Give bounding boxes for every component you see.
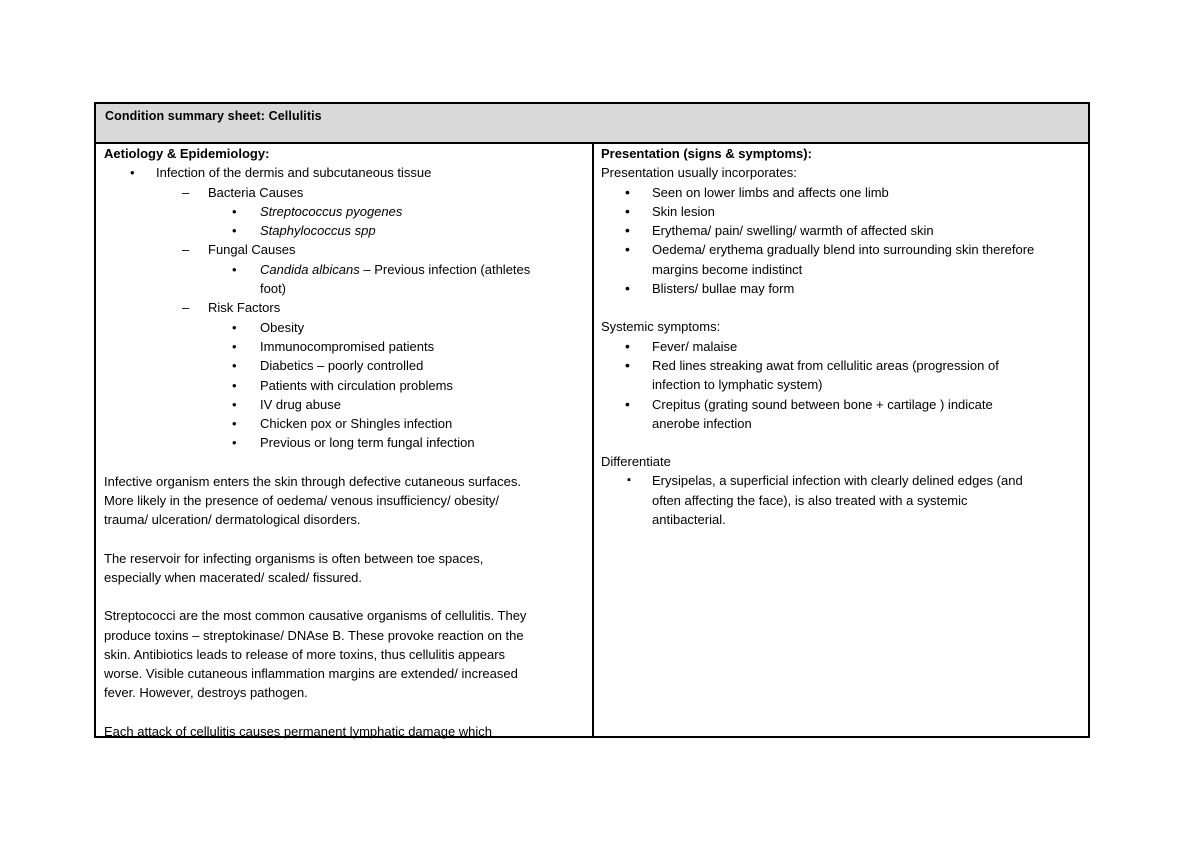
bullet-marker: • [232,435,237,451]
risk-item: • IV drug abuse [104,395,590,414]
bullet-marker: • [232,338,237,354]
bullet-marker: • [232,203,237,219]
bullet-marker: • [625,241,630,258]
risk-item: • Chicken pox or Shingles infection [104,414,590,433]
column-divider [592,142,594,738]
small-bullet-marker: ▪ [627,474,631,487]
differentiate-item: ▪ Erysipelas, a superficial infection with clearly delined edges (and often affecting the face), is also treated with a systemic antibacterial. [627,473,1023,528]
bacteria-item: • Staphylococcus spp [104,221,590,240]
bullet-marker: • [625,337,630,354]
risk-item: • Diabetics – poorly controlled [104,356,590,375]
presentation-item: • Skin lesion [601,202,1086,221]
bullet-marker: • [232,416,237,432]
bullet-marker: • [130,165,135,181]
bullet-marker: • [625,395,630,412]
bullet-marker: • [232,319,237,335]
systemic-label: Systemic symptoms: [601,319,721,335]
paragraph-entry: Infective organism enters the skin through defective cutaneous surfaces. More likely in the presence of oedema/ venous insufficiency/ obesity/ trauma/ ulceration/ dermatological disorders. [104,473,521,528]
presentation-intro: Presentation usually incorporates: [601,165,797,181]
risk-factors-item: – Risk Factors [104,298,590,317]
bullet-marker: • [625,183,630,200]
risk-item: • Immunocompromised patients [104,337,590,356]
sheet-title: Condition summary sheet: Cellulitis [105,109,322,123]
aetiology-heading: Aetiology & Epidemiology: [104,146,270,161]
presentation-heading: Presentation (signs & symptoms): [601,146,812,161]
presentation-item: • Blisters/ bullae may form [601,279,1086,298]
bacteria-item: • Streptococcus pyogenes [104,202,590,221]
risk-item: • Obesity [104,318,590,337]
differentiate-label: Differentiate [601,454,671,470]
bacteria-causes-item: – Bacteria Causes [104,183,590,202]
bullet-marker: • [625,356,630,373]
bullet-marker: • [625,222,630,239]
paragraph-lymphatic: Each attack of cellulitis causes permanent lymphatic damage which [104,723,493,739]
presentation-item: • Oedema/ erythema gradually blend into surrounding skin therefore margins become indistinct [625,241,1035,277]
paragraph-streptococci: Streptococci are the most common causative organisms of cellulitis. They produce toxins – streptokinase/ DNAse B. These provoke reaction on the skin. Antibiotics leads to release of more toxins, thus cellulitis appears worse. Visible cutaneous inflammation margins are extended/ increased fever. However, destroys pathogen. [104,608,527,701]
fungal-causes-item: – Fungal Causes [104,240,590,259]
risk-item: • Patients with circulation problems [104,376,590,395]
systemic-item: • Red lines streaking awat from cellulitic areas (progression of infection to lymphatic system) [625,356,999,393]
dash-marker: – [182,300,190,316]
infection-item: • Infection of the dermis and subcutaneous tissue [104,163,590,182]
bullet-marker: • [625,280,630,297]
dash-marker: – [182,242,190,258]
bullet-marker: • [232,396,237,412]
title-row [96,104,1088,144]
dash-marker: – [182,184,190,200]
paragraph-reservoir: The reservoir for infecting organisms is often between toe spaces, especially when macerated/ scaled/ fissured. [104,550,484,585]
systemic-item: • Crepitus (grating sound between bone + cartilage ) indicate anerobe infection [625,395,993,431]
presentation-item: • Erythema/ pain/ swelling/ warmth of affected skin [601,221,1086,240]
presentation-item: • Seen on lower limbs and affects one limb [601,183,1086,202]
systemic-item: • Fever/ malaise [601,337,1086,356]
bullet-marker: • [232,261,237,277]
bullet-marker: • [232,377,237,393]
bullet-marker: • [625,202,630,219]
presentation-column [601,144,1086,529]
risk-item: • Previous or long term fungal infection [104,433,590,452]
bullet-marker: • [232,223,237,239]
fungal-item: • Candida albicans – Previous infection (athletes foot) [232,261,531,297]
bullet-marker: • [232,358,237,374]
aetiology-column [104,144,590,741]
summary-table [94,102,1090,738]
